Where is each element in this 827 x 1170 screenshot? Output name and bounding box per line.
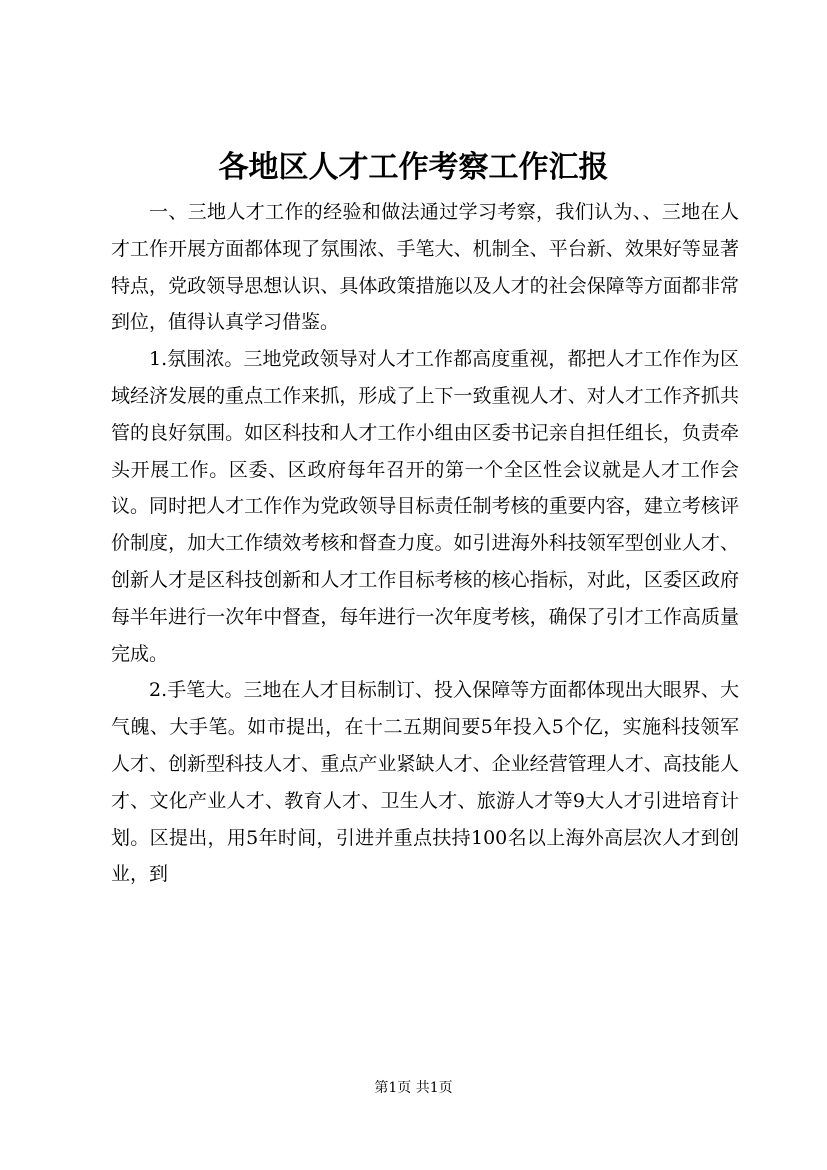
document-body	[111, 194, 739, 893]
paragraph-atmosphere: 1.氛围浓。三地党政领导对人才工作都高度重视，都把人才工作作为区域经济发展的重点工作来抓，形成了上下一致重视人才、对人才工作齐抓共管的良好氛围。如区科技和人才工作小组由区委书记亲自担任组长，负责牵头开展工作。区委、区政府每年召开的第一个全区性会议就是人才工作会议。同时把人才工作作为党政领导目标责任制考核的重要内容，建立考核评价制度，加大工作绩效考核和督查力度。如引进海外科技领军型创业人才、创新人才是区科技创新和人才工作目标考核的核心指标，对此，区委区政府每半年进行一次年中督查，每年进行一次年度考核，确保了引才工作高质量完成。	[111, 348, 739, 665]
page-number-footer: 第1页 共1页	[374, 1080, 453, 1096]
document-title: 各地区人才工作考察工作汇报	[218, 150, 609, 185]
paragraph-investment: 2.手笔大。三地在人才目标制订、投入保障等方面都体现出大眼界、大气魄、大手笔。如市提出，在十二五期间要5年投入5个亿，实施科技领军人才、创新型科技人才、重点产业紧缺人才、企业经营管理人才、高技能人才、文化产业人才、教育人才、卫生人才、旅游人才等9大人才引进培育计划。区提出，用5年时间，引进并重点扶持100名以上海外高层次人才到创业，到	[111, 679, 739, 886]
paragraph-intro: 一、三地人才工作的经验和做法通过学习考察，我们认为、、三地在人才工作开展方面都体现了氛围浓、手笔大、机制全、平台新、效果好等显著特点，党政领导思想认识、具体政策措施以及人才的社会保障等方面都非常到位，值得认真学习借鉴。	[111, 201, 739, 334]
